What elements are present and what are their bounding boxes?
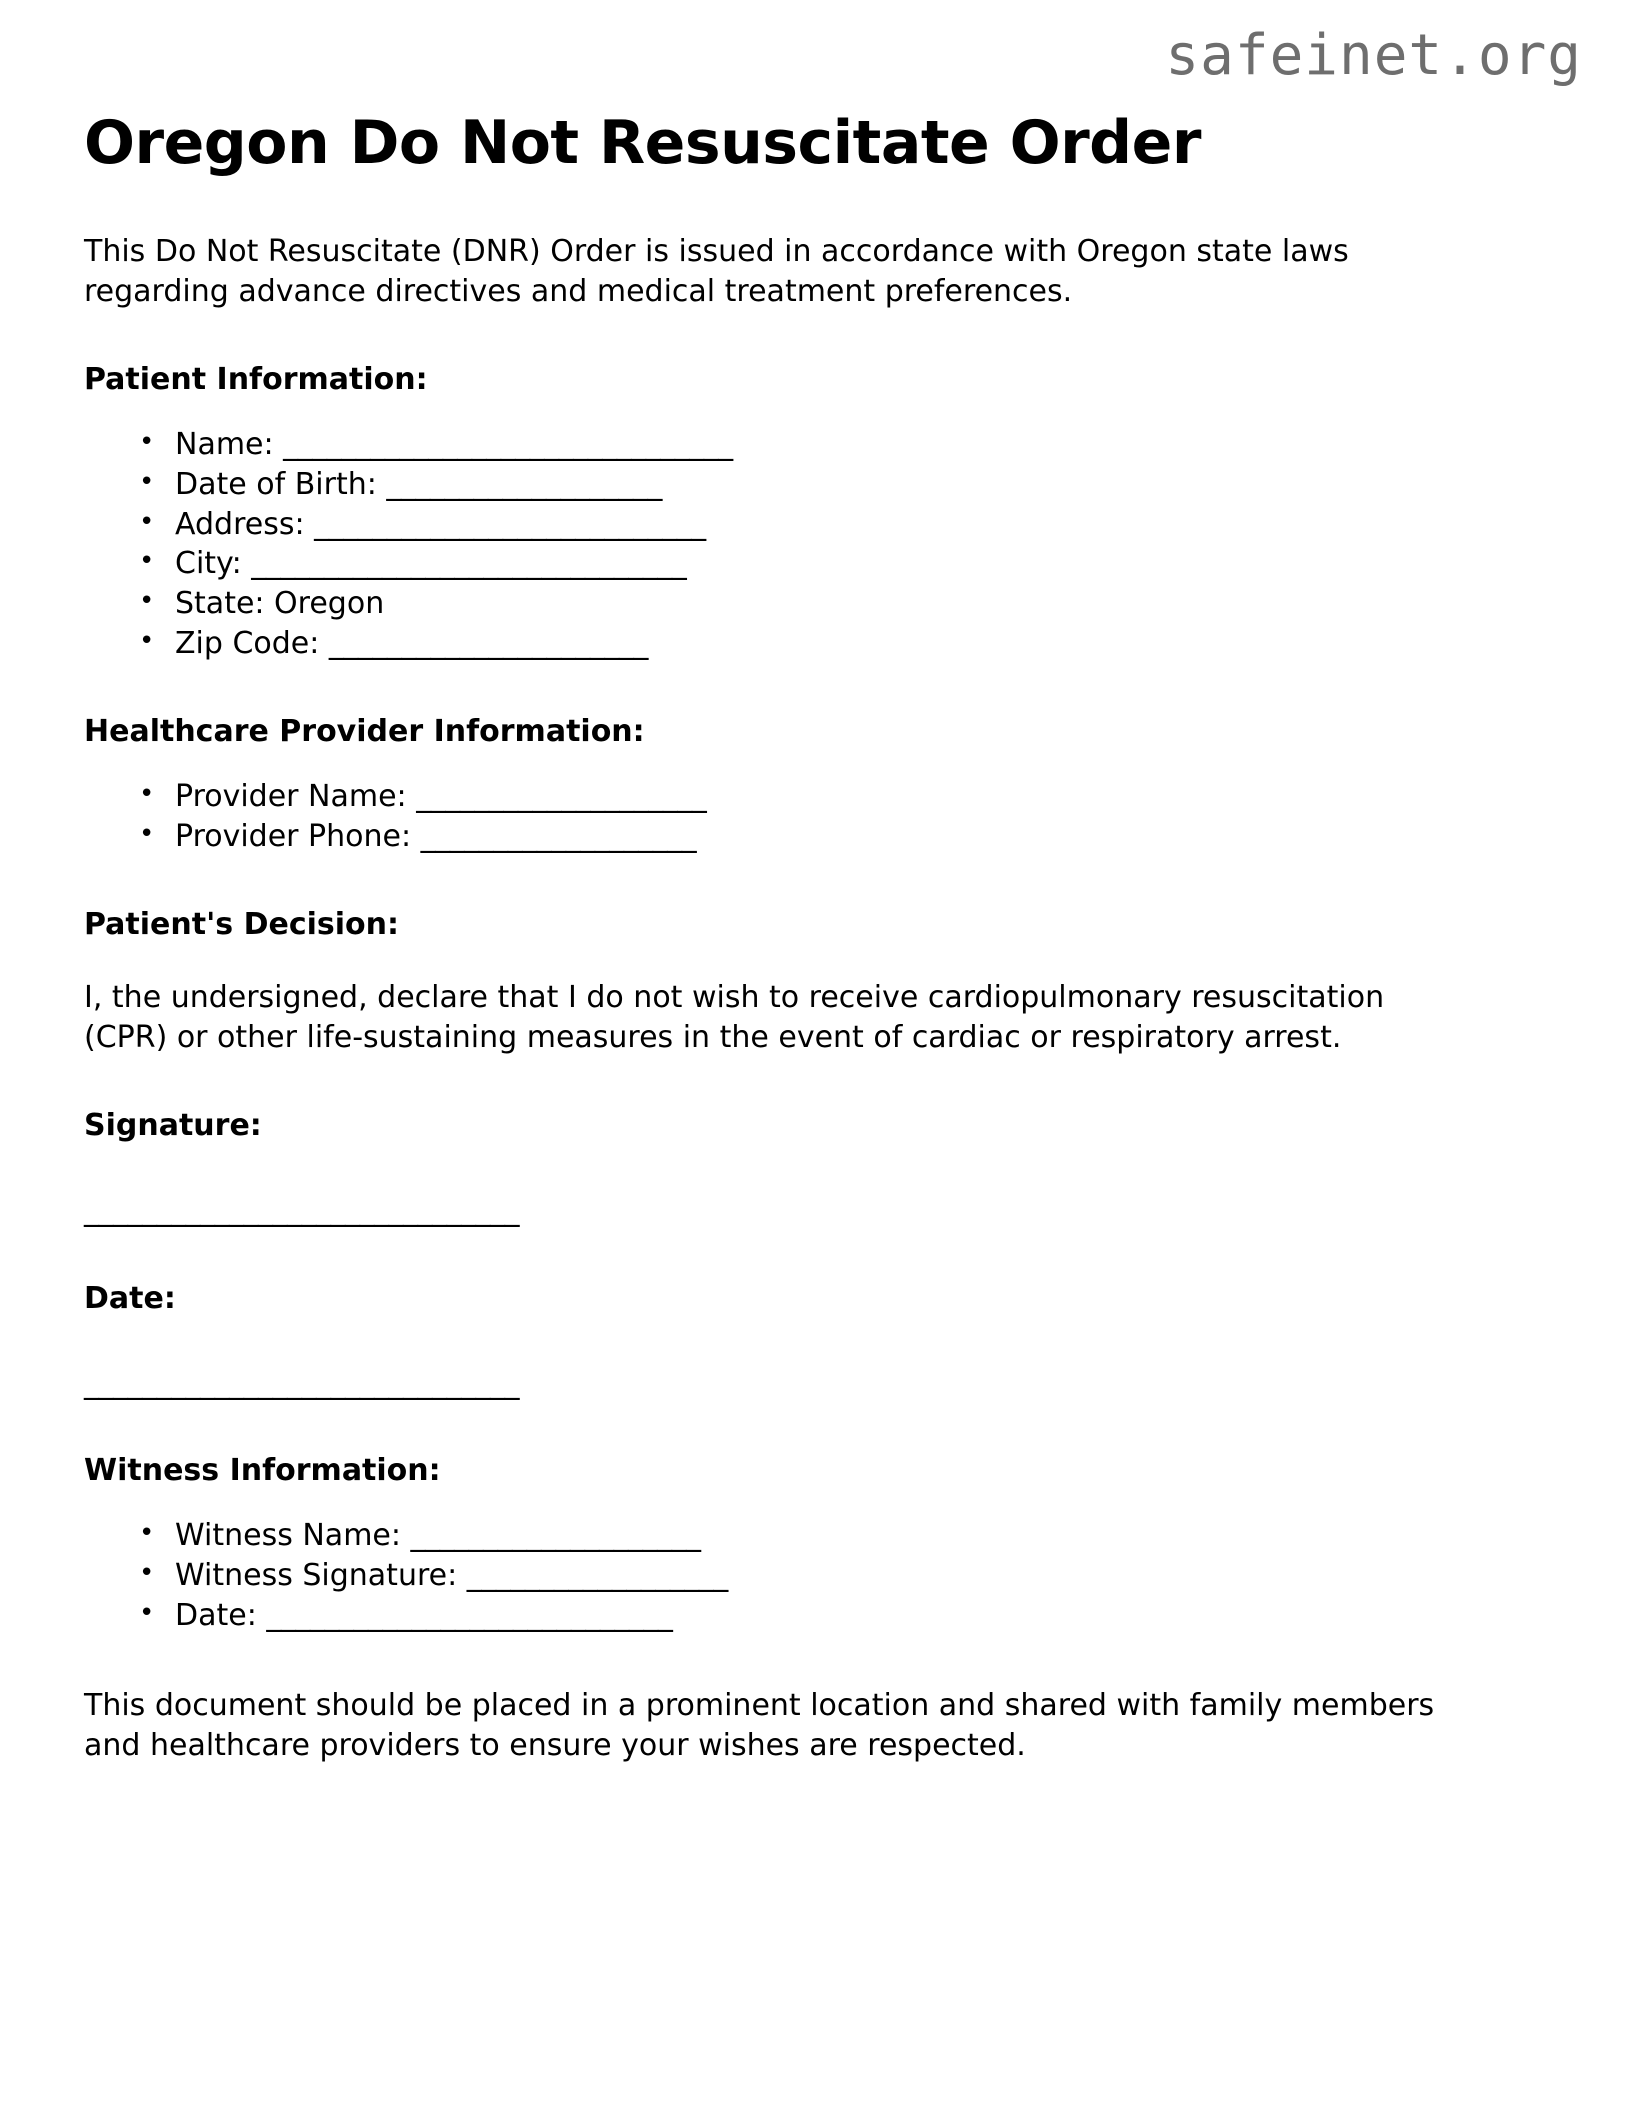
witness-information-heading: Witness Information: — [84, 1453, 441, 1489]
date-line[interactable]: ______________________________ — [84, 1365, 519, 1401]
page-title: Oregon Do Not Resuscitate Order — [84, 108, 1201, 178]
field-label: Name: — [175, 426, 274, 462]
list-item — [139, 817, 1560, 857]
signature-heading: Signature: — [84, 1107, 262, 1143]
patient-decision-text: I, the undersigned, declare that I do not wish to receive cardiopulmonary resuscitation (CPR) or other life-sustaining measures in the event of cardiac or respiratory arrest. — [84, 979, 1385, 1055]
field-blank[interactable]: _______________________________ — [283, 426, 733, 462]
field-blank[interactable]: ______________________ — [328, 626, 648, 662]
field-blank[interactable]: ___________________________ — [314, 506, 706, 542]
signature-line[interactable]: ______________________________ — [84, 1192, 519, 1228]
list-item — [139, 777, 1560, 817]
provider-information-list — [84, 777, 1560, 857]
closing-paragraph: This document should be placed in a prominent location and shared with family members and healthcare providers to ensure your wishes are respected. — [84, 1688, 1435, 1764]
field-label: Witness Name: — [175, 1518, 401, 1554]
field-blank[interactable]: ____________________________ — [266, 1598, 673, 1634]
field-label: Date: — [175, 1598, 257, 1634]
patient-information-heading: Patient Information: — [84, 361, 428, 397]
field-label: Date of Birth: — [175, 466, 377, 502]
field-label: Zip Code: — [175, 626, 320, 662]
intro-paragraph: This Do Not Resuscitate (DNR) Order is issued in accordance with Oregon state laws regarding advance directives and medical treatment preferences. — [84, 234, 1349, 309]
list-item — [139, 505, 1560, 545]
list-item — [139, 1556, 1560, 1596]
list-item — [139, 1596, 1560, 1636]
field-blank[interactable]: ______________________________ — [251, 546, 687, 582]
field-blank[interactable]: __________________ — [466, 1558, 728, 1594]
field-label: City: — [175, 546, 242, 582]
field-blank[interactable]: ___________________ — [386, 466, 662, 502]
field-blank[interactable]: ____________________ — [410, 1518, 701, 1554]
field-label: Witness Signature: — [175, 1558, 458, 1594]
field-blank[interactable]: ___________________ — [420, 819, 697, 855]
site-watermark: safeinet.org — [1165, 23, 1582, 88]
field-blank[interactable]: ____________________ — [416, 779, 707, 815]
list-item — [139, 624, 1560, 664]
field-label: Address: — [175, 506, 305, 542]
field-label: Provider Phone: — [175, 819, 412, 855]
list-item — [139, 465, 1560, 505]
list-item — [139, 425, 1560, 465]
document-content — [84, 110, 1560, 1766]
date-heading: Date: — [84, 1280, 176, 1316]
witness-information-list — [84, 1516, 1560, 1636]
list-item — [139, 1516, 1560, 1556]
list-item — [139, 544, 1560, 584]
patient-information-list — [84, 425, 1560, 664]
list-item — [139, 584, 1560, 624]
patient-decision-heading: Patient's Decision: — [84, 906, 399, 942]
provider-information-heading: Healthcare Provider Information: — [84, 714, 645, 750]
field-label: Provider Name: — [175, 779, 407, 815]
field-label: State: Oregon — [175, 586, 385, 622]
